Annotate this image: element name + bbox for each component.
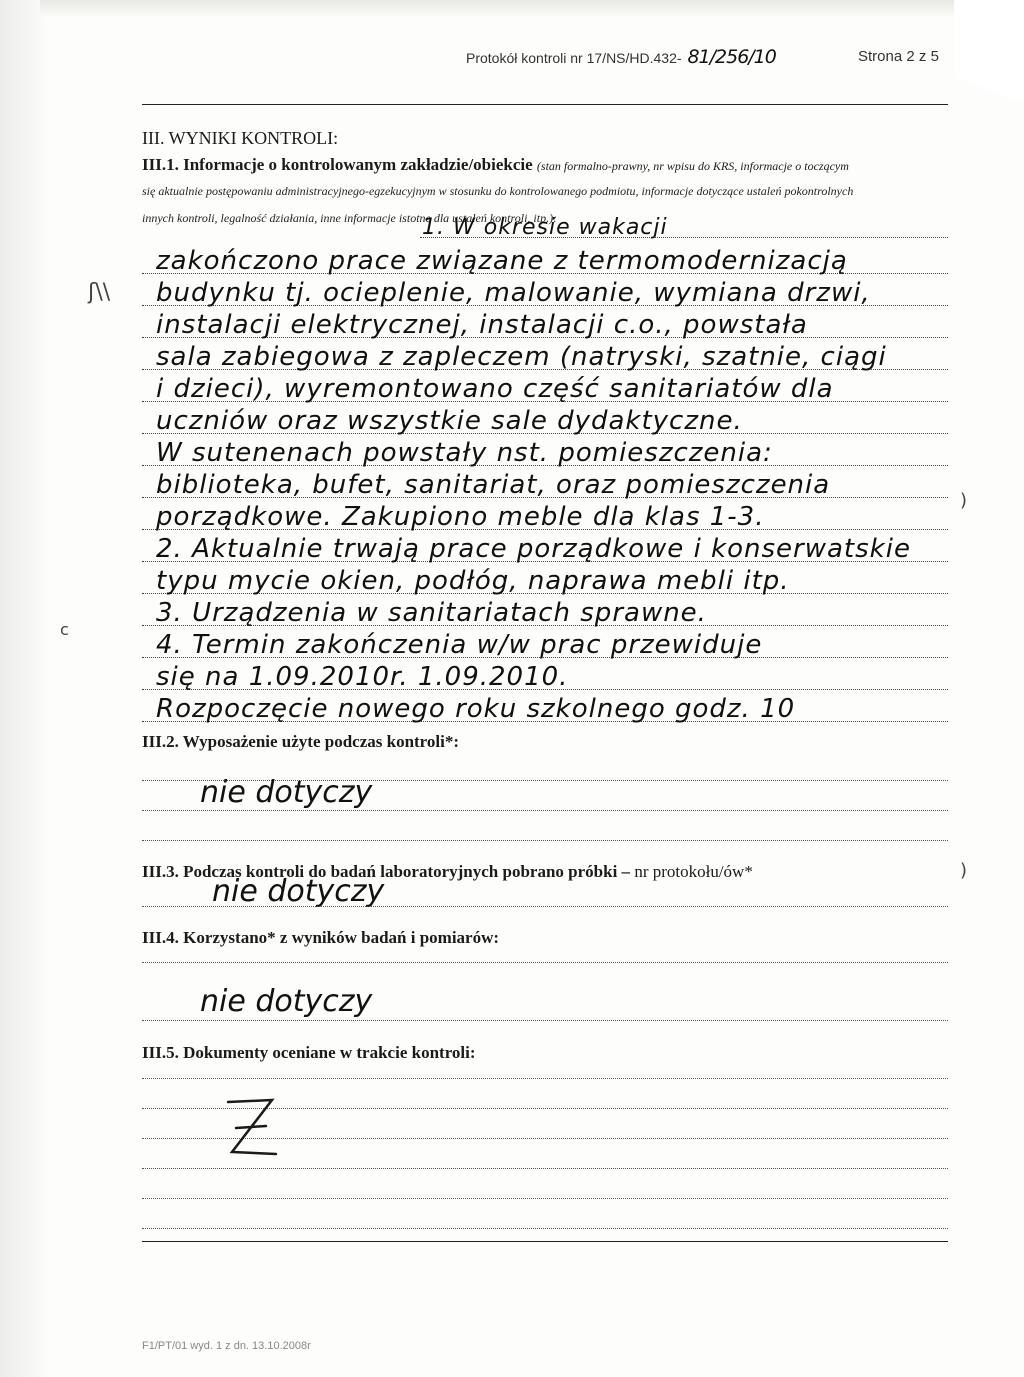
handwritten-line [142,372,948,402]
answer-line [142,962,948,963]
subsection-4-title: III.4. Korzystano* z wyników badań i pomiarów: [142,928,500,947]
section-title: III. WYNIKI KONTROLI: [142,128,339,148]
handwritten-line [142,308,948,338]
answer-line [142,906,948,907]
handwritten-line [142,340,948,370]
handwritten-text: typu mycie okien, podłóg, naprawa mebli itp. [156,566,790,596]
handwritten-line [142,532,948,562]
margin-scribble: c [60,620,69,639]
handwritten-text: instalacji elektrycznej, instalacji c.o., powstała [156,310,808,340]
handwritten-line [142,628,948,658]
handwritten-text: i dzieci), wyremontowano część sanitariatów dla [156,374,834,404]
protocol-header [466,46,776,68]
answer-line [142,840,948,841]
subsection-1-note-line-3: innych kontroli, legalność działania, inne informacje istotne dla ustaleń kontroli, itp.): [142,211,558,225]
subsection-1-title: III.1. Informacje o kontrolowanym zakładzie/obiekcie (stan formalno-prawny, nr wpisu do KRS, informacje o toczącym [142,155,849,174]
handwritten-text: uczniów oraz wszystkie sale dydaktyczne. [156,406,743,436]
handwritten-text: zakończono prace związane z termomodernizacją [156,246,848,276]
handwritten-line [142,244,948,274]
handwritten-text: się na 1.09.2010r. 1.09.2010. [156,662,569,692]
subsection-4-answer: nie dotyczy [200,984,373,1019]
z-closing-mark [222,1090,282,1175]
handwritten-line [142,500,948,530]
subsection-3-title: III.3. Podczas kontroli do badań laboratoryjnych pobrano próbki – nr protokołu/ów* [142,862,753,881]
handwritten-line [142,660,948,690]
header-rule [142,104,948,105]
answer-line [142,1198,948,1199]
footer-rule [142,1241,948,1242]
answer-line [142,1020,948,1021]
handwritten-text: porządkowe. Zakupiono meble dla klas 1-3. [156,502,765,532]
scan-shadow-top [40,0,980,18]
handwritten-text: Rozpoczęcie nowego roku szkolnego godz. 10 [156,694,796,724]
protocol-number-handwritten: 81/256/10 [687,46,776,68]
margin-scribble: ʃ\\ [88,280,111,305]
handwritten-text: budynku tj. ocieplenie, malowanie, wymiana drzwi, [156,278,871,308]
handwritten-line [142,468,948,498]
answer-line [142,810,948,811]
handwritten-line [142,692,948,722]
handwritten-line [142,596,948,626]
handwritten-text: sala zabiegowa z zapleczem (natryski, szatnie, ciągi [156,342,887,372]
scan-corner-right [954,0,1024,160]
handwritten-text: 1. W okresie wakacji [422,215,668,240]
handwritten-line [142,564,948,594]
margin-scribble: ) [960,490,968,511]
handwritten-text: biblioteka, bufet, sanitariat, oraz pomieszczenia [156,470,831,500]
subsection-1-note-line-2: się aktualnie postępowaniu administracyjnego-egzekucyjnym w stosunku do kontrolowanego podmiotu, informacje dotyczące ustaleń pokontrolnych [142,184,854,198]
subsection-2-answer: nie dotyczy [200,775,373,810]
scan-shadow-left [0,0,50,1377]
handwritten-text: 4. Termin zakończenia w/w prac przewiduje [156,630,763,660]
margin-scribble: ) [960,860,968,881]
handwritten-text: 3. Urządzenia w sanitariatach sprawne. [156,598,707,628]
answer-line [142,1078,948,1079]
handwritten-line [142,404,948,434]
subsection-1-note: (stan formalno-prawny, nr wpisu do KRS, informacje o toczącym [536,159,849,173]
subsection-5-title: III.5. Dokumenty oceniane w trakcie kontroli: [142,1043,476,1062]
handwritten-text: 2. Aktualnie trwają prace porządkowe i konserwatskie [156,534,911,564]
form-footer: F1/PT/01 wyd. 1 z dn. 13.10.2008r [142,1340,311,1352]
protocol-label: Protokół kontroli nr 17/NS/HD.432- [466,50,682,66]
handwritten-line [420,208,948,238]
handwritten-line [142,276,948,306]
subsection-3-answer: nie dotyczy [212,874,385,909]
page-number: Strona 2 z 5 [858,48,939,65]
handwritten-line [142,436,948,466]
subsection-2-title: III.2. Wyposażenie użyte podczas kontroli*: [142,732,460,751]
answer-line [142,1228,948,1229]
handwritten-text: W sutenenach powstały nst. pomieszczenia: [156,438,773,468]
